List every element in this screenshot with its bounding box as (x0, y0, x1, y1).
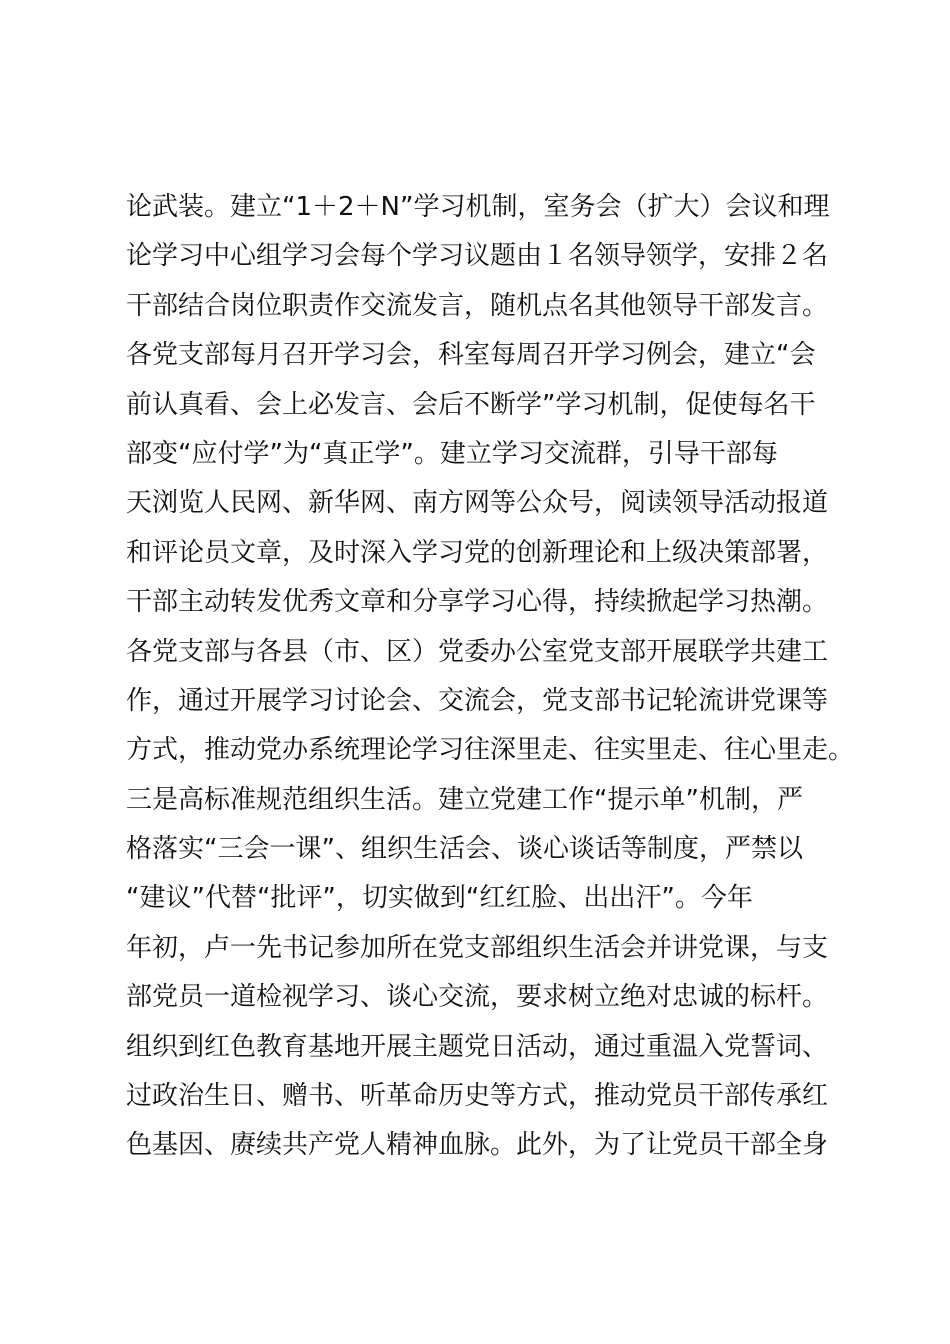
text-line: 三是高标准规范组织生活。建立党建工作“提示单”机制，严 (126, 784, 803, 815)
text-line: 各党支部与各县（市、区）党委办公室党支部开展联学共建工 (126, 636, 829, 667)
text-line: 论武装。建立“1＋2＋N”学习机制，室务会（扩大）会议和理 (126, 192, 830, 222)
text-line: 干部主动转发优秀文章和分享学习心得，持续掀起学习热潮。 (126, 587, 829, 618)
text-line: 格落实“三会一课”、组织生活会、谈心谈话等制度，严禁以 (126, 834, 803, 865)
text-line: 和评论员文章，及时深入学习党的创新理论和上级决策部署， (126, 537, 829, 568)
text-line: 年初，卢一先书记参加所在党支部组织生活会并讲党课，与支 (126, 932, 829, 963)
text-line: “建议”代替“批评”，切实做到“红红脸、出出汗”。今年 (126, 883, 753, 914)
text-line: 天浏览人民网、新华网、南方网等公众号，阅读领导活动报道 (126, 488, 829, 519)
text-line: 部变“应付学”为“真正学”。建立学习交流群，引导干部每 (126, 438, 778, 469)
text-line: 各党支部每月召开学习会，科室每周召开学习例会，建立“会 (126, 340, 816, 371)
text-line: 部党员一道检视学习、谈心交流，要求树立绝对忠诚的标杆。 (126, 982, 829, 1013)
text-line: 前认真看、会上必发言、会后不断学”学习机制，促使每名干 (126, 389, 816, 420)
text-line: 组织到红色教育基地开展主题党日活动，通过重温入党誓词、 (126, 1031, 829, 1062)
body-text (126, 183, 855, 1171)
text-line: 论学习中心组学习会每个学习议题由１名领导领学，安排２名 (126, 241, 829, 272)
text-line: 色基因、赓续共产党人精神血脉。此外，为了让党员干部全身 (126, 1130, 829, 1161)
text-line: 干部结合岗位职责作交流发言，随机点名其他领导干部发言。 (126, 290, 829, 321)
text-line: 过政治生日、赠书、听革命历史等方式，推动党员干部传承红 (126, 1081, 829, 1112)
text-line: 作，通过开展学习讨论会、交流会，党支部书记轮流讲党课等 (126, 685, 829, 716)
text-line: 方式，推动党办系统理论学习往深里走、往实里走、往心里走。 (126, 735, 855, 766)
